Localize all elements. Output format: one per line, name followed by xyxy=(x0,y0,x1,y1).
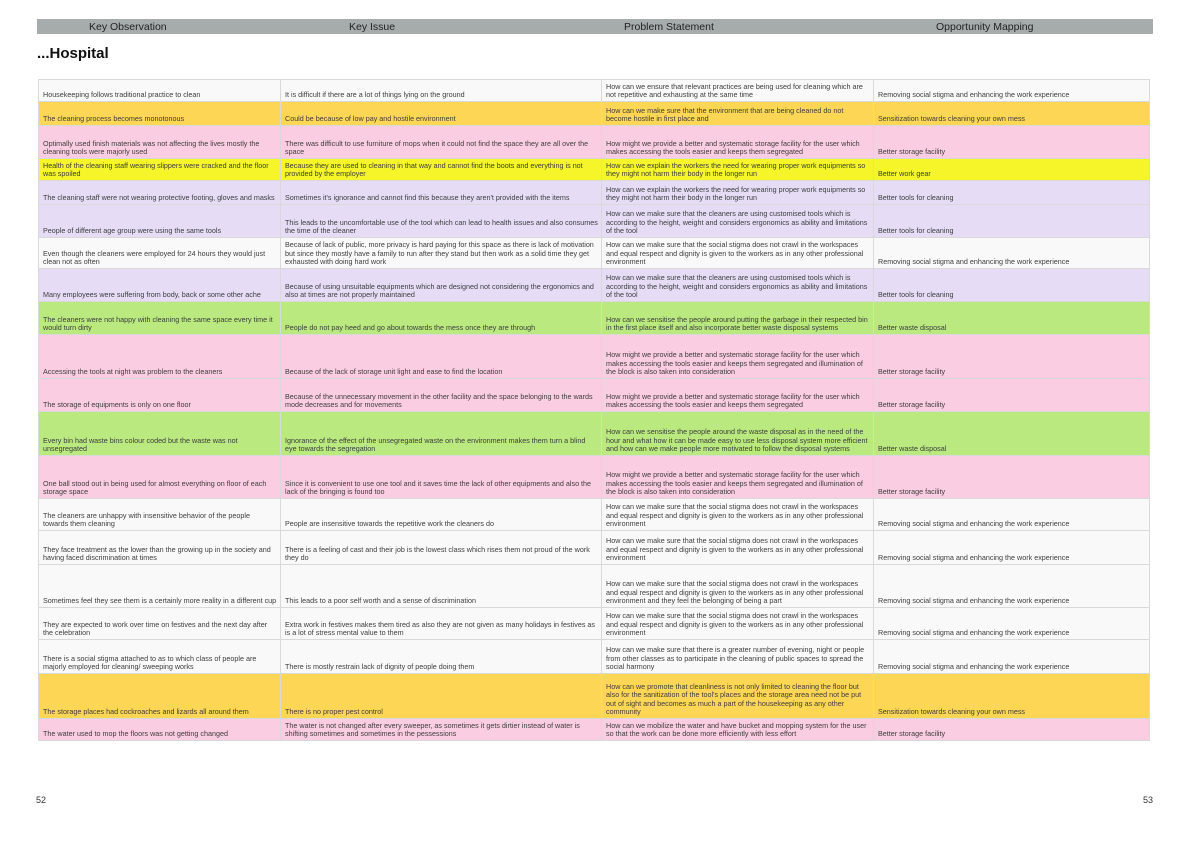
key-issue-cell: People do not pay heed and go about towards the mess once they are through xyxy=(281,302,602,335)
key-issue-cell: There was difficult to use furniture of mops when it could not find the space they are all over the space xyxy=(281,126,602,159)
opportunity-mapping-cell: Better waste disposal xyxy=(874,412,1150,456)
header-problem-statement: Problem Statement xyxy=(624,21,714,33)
table-row xyxy=(39,379,1150,412)
key-observation-cell: Every bin had waste bins colour coded but the waste was not unsegregated xyxy=(39,412,281,456)
problem-statement-cell: How can we explain the workers the need for wearing proper work equipments so they might not harm their body in the longer run xyxy=(602,181,874,205)
opportunity-mapping-cell: Better storage facility xyxy=(874,335,1150,379)
problem-statement-cell: How might we provide a better and systematic storage facility for the user which makes accessing the tools easier and keeps them segregated xyxy=(602,379,874,412)
problem-statement-cell: How can we sensitise the people around the waste disposal as in the need of the hour and what how it can be made easy to use less disposal system more efficient and how can we make people more motivated to follow the disposal systems xyxy=(602,412,874,456)
problem-statement-cell: How can we mobilize the water and have bucket and mopping system for the user so that the work can be done more efficiently with less effort xyxy=(602,719,874,741)
problem-statement-cell: How can we promote that cleanliness is not only limited to cleaning the floor but also for the sanitization of the tool's places and the storage area need not be put out of sight and becomes as much a part of the housekeeping as any other community xyxy=(602,674,874,719)
key-observation-cell: Even though the cleaners were employed for 24 hours they would just clean not as often xyxy=(39,238,281,269)
key-observation-cell: Housekeeping follows traditional practice to clean xyxy=(39,80,281,102)
opportunity-mapping-cell: Removing social stigma and enhancing the work experience xyxy=(874,640,1150,674)
opportunity-mapping-cell: Better tools for cleaning xyxy=(874,269,1150,302)
key-observation-cell: They face treatment as the lower than the growing up in the society and having faced discrimination at times xyxy=(39,531,281,565)
header-opportunity-mapping: Opportunity Mapping xyxy=(936,21,1034,33)
key-issue-cell: There is mostly restrain lack of dignity of people doing them xyxy=(281,640,602,674)
key-observation-cell: Accessing the tools at night was problem to the cleaners xyxy=(39,335,281,379)
key-observation-cell: The cleaning process becomes monotonous xyxy=(39,102,281,126)
table-row xyxy=(39,159,1150,181)
problem-statement-cell: How can we make sure that the social stigma does not crawl in the workspaces and equal respect and dignity is given to the workers as in any other professional environment xyxy=(602,531,874,565)
key-issue-cell: This leads to a poor self worth and a sense of discrimination xyxy=(281,565,602,608)
key-observation-cell: Many employees were suffering from body, back or some other ache xyxy=(39,269,281,302)
key-observation-cell: The water used to mop the floors was not getting changed xyxy=(39,719,281,741)
key-issue-cell: Because of the lack of storage unit light and ease to find the location xyxy=(281,335,602,379)
key-issue-cell: The water is not changed after every sweeper, as sometimes it gets dirtier instead of water is shifting sometimes and sometimes in the pessessions xyxy=(281,719,602,741)
key-issue-cell: Because of the unnecessary movement in the other facility and the space belonging to the wards mode decreases and for movements xyxy=(281,379,602,412)
opportunity-mapping-cell: Better waste disposal xyxy=(874,302,1150,335)
key-observation-cell: The storage of equipments is only on one floor xyxy=(39,379,281,412)
table-row xyxy=(39,302,1150,335)
problem-statement-cell: How can we make sure that the social stigma does not crawl in the workspaces and equal respect and dignity is given to the workers as in any other professional environment xyxy=(602,238,874,269)
key-observation-cell: Sometimes feel they see them is a certainly more reality in a different cup xyxy=(39,565,281,608)
key-issue-cell: People are insensitive towards the repetitive work the cleaners do xyxy=(281,499,602,531)
key-issue-cell: Because of using unsuitable equipments which are designed not considering the ergonomics and also at times are not properly maintained xyxy=(281,269,602,302)
problem-statement-cell: How can we make sure that the cleaners are using customised tools which is according to the height, weight and considers ergonomics as ability and limitations of the tool xyxy=(602,205,874,238)
header-key-observation: Key Observation xyxy=(89,21,167,33)
table-row xyxy=(39,335,1150,379)
opportunity-mapping-cell: Removing social stigma and enhancing the work experience xyxy=(874,238,1150,269)
table-row xyxy=(39,126,1150,159)
header-key-issue: Key Issue xyxy=(349,21,396,33)
table-row xyxy=(39,640,1150,674)
table-row xyxy=(39,238,1150,269)
problem-statement-cell: How can we ensure that relevant practices are being used for cleaning which are not repetitive and exhausting at the same time xyxy=(602,80,874,102)
table-row xyxy=(39,102,1150,126)
problem-statement-cell: How can we make sure that the social stigma does not crawl in the workspaces and equal respect and dignity is given to the workers as in any other professional environment xyxy=(602,499,874,531)
table-row xyxy=(39,674,1150,719)
table-row xyxy=(39,499,1150,531)
problem-statement-cell: How can we explain the workers the need for wearing proper work equipments so they might not harm their body in the longer run xyxy=(602,159,874,181)
opportunity-mapping-cell: Better storage facility xyxy=(874,126,1150,159)
key-issue-cell: There is a feeling of cast and their job is the lowest class which rises them not proud of the work they do xyxy=(281,531,602,565)
table-row xyxy=(39,412,1150,456)
key-observation-cell: Health of the cleaning staff wearing slippers were cracked and the floor was spoiled xyxy=(39,159,281,181)
table-row xyxy=(39,608,1150,640)
opportunity-mapping-cell: Better storage facility xyxy=(874,456,1150,499)
opportunity-mapping-cell: Better tools for cleaning xyxy=(874,205,1150,238)
page-number-right: 53 xyxy=(1142,795,1153,805)
key-observation-cell: One ball stood out in being used for almost everything on floor of each storage space xyxy=(39,456,281,499)
key-issue-cell: Because of lack of public, more privacy is hard paying for this space as there is lack of motivation but since they mostly have a family to run after they stand but then work as a solid time they get exhausted with doing hard work xyxy=(281,238,602,269)
page-title: ...Hospital xyxy=(37,45,109,62)
opportunity-mapping-cell: Removing social stigma and enhancing the work experience xyxy=(874,499,1150,531)
key-issue-cell: Ignorance of the effect of the unsegregated waste on the environment makes them turn a blind eye towards the segregation xyxy=(281,412,602,456)
opportunity-mapping-cell: Removing social stigma and enhancing the work experience xyxy=(874,531,1150,565)
opportunity-mapping-cell: Better tools for cleaning xyxy=(874,181,1150,205)
table-row xyxy=(39,205,1150,238)
key-issue-cell: There is no proper pest control xyxy=(281,674,602,719)
key-observation-cell: The cleaning staff were not wearing protective footing, gloves and masks xyxy=(39,181,281,205)
problem-statement-cell: How can we make sure that the environment that are being cleaned do not become hostile in first place and xyxy=(602,102,874,126)
opportunity-mapping-cell: Sensitization towards cleaning your own mess xyxy=(874,102,1150,126)
problem-statement-cell: How can we make sure that the social stigma does not crawl in the workspaces and equal respect and dignity is given to the workers as in any other professional environment and they feel the belonging of being a part xyxy=(602,565,874,608)
key-observation-cell: There is a social stigma attached to as to which class of people are majorly employed for cleaning/ sweeping works xyxy=(39,640,281,674)
table-row xyxy=(39,719,1150,741)
table-row xyxy=(39,181,1150,205)
opportunity-mapping-cell: Removing social stigma and enhancing the work experience xyxy=(874,80,1150,102)
problem-statement-cell: How can we make sure that the cleaners are using customised tools which is according to the height, weight and considers ergonomics as ability and limitations of the tool xyxy=(602,269,874,302)
key-issue-cell: Extra work in festives makes them tired as also they are not given as many holidays in festives as is a lot of stress mental value to them xyxy=(281,608,602,640)
key-observation-cell: People of different age group were using the same tools xyxy=(39,205,281,238)
observation-table xyxy=(38,79,1150,741)
table-row xyxy=(39,531,1150,565)
key-issue-cell: Could be because of low pay and hostile environment xyxy=(281,102,602,126)
table-row xyxy=(39,456,1150,499)
opportunity-mapping-cell: Removing social stigma and enhancing the work experience xyxy=(874,565,1150,608)
key-issue-cell: Because they are used to cleaning in that way and cannot find the boots and everything is not provided by the employer xyxy=(281,159,602,181)
opportunity-mapping-cell: Better storage facility xyxy=(874,719,1150,741)
opportunity-mapping-cell: Sensitization towards cleaning your own mess xyxy=(874,674,1150,719)
page-number-left: 52 xyxy=(36,795,47,805)
problem-statement-cell: How might we provide a better and systematic storage facility for the user which makes accessing the tools easier and keeps them segregated and illumination of the block is also taken into consideration xyxy=(602,335,874,379)
problem-statement-cell: How might we provide a better and systematic storage facility for the user which makes accessing the tools easier and keeps them segregated xyxy=(602,126,874,159)
problem-statement-cell: How can we make sure that the social stigma does not crawl in the workspaces and equal respect and dignity is given to the workers as in any other professional environment xyxy=(602,608,874,640)
key-observation-cell: Optimally used finish materials was not affecting the lives mostly the cleaning tools were majorly used xyxy=(39,126,281,159)
key-issue-cell: It is difficult if there are a lot of things lying on the ground xyxy=(281,80,602,102)
key-issue-cell: Since it is convenient to use one tool and it saves time the lack of other equipments and also the lack of the bringing is found too xyxy=(281,456,602,499)
key-observation-cell: They are expected to work over time on festives and the next day after the celebration xyxy=(39,608,281,640)
key-issue-cell: Sometimes it's ignorance and cannot find this because they aren't provided with the items xyxy=(281,181,602,205)
problem-statement-cell: How can we make sure that there is a greater number of evening, night or people from other classes as to participate in the cleaning of public spaces to spread the social harmony xyxy=(602,640,874,674)
key-issue-cell: This leads to the uncomfortable use of the tool which can lead to health issues and also consumes the time of the cleaner xyxy=(281,205,602,238)
table-row xyxy=(39,565,1150,608)
table-header-bar xyxy=(37,19,1153,34)
key-observation-cell: The storage places had cockroaches and lizards all around them xyxy=(39,674,281,719)
key-observation-cell: The cleaners were not happy with cleaning the same space every time it would turn dirty xyxy=(39,302,281,335)
opportunity-mapping-cell: Removing social stigma and enhancing the work experience xyxy=(874,608,1150,640)
key-observation-cell: The cleaners are unhappy with insensitive behavior of the people towards them cleaning xyxy=(39,499,281,531)
table-row xyxy=(39,80,1150,102)
problem-statement-cell: How can we sensitise the people around putting the garbage in their respected bin in the first place itself and also incorporate better waste disposal systems xyxy=(602,302,874,335)
problem-statement-cell: How might we provide a better and systematic storage facility for the user which makes accessing the tools easier and keeps them segregated and illumination of the block is also taken into consideration xyxy=(602,456,874,499)
table-row xyxy=(39,269,1150,302)
opportunity-mapping-cell: Better storage facility xyxy=(874,379,1150,412)
opportunity-mapping-cell: Better work gear xyxy=(874,159,1150,181)
